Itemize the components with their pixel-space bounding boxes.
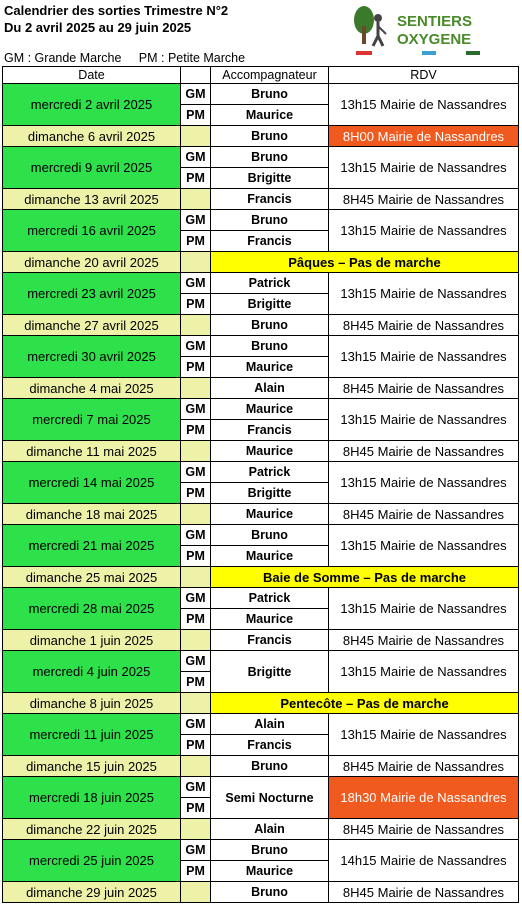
date-cell: dimanche 8 juin 2025 <box>3 693 181 714</box>
table-row <box>3 714 519 735</box>
gm-guide: Bruno <box>211 525 329 546</box>
type-cell <box>181 252 211 273</box>
rdv-cell: 8H45 Mairie de Nassandres <box>329 882 519 903</box>
date-cell: dimanche 29 juin 2025 <box>3 882 181 903</box>
gm-label: GM <box>181 651 211 672</box>
date-cell: dimanche 27 avril 2025 <box>3 315 181 336</box>
gm-guide: Bruno <box>211 147 329 168</box>
pm-label: PM <box>181 420 211 441</box>
pm-guide: Francis <box>211 231 329 252</box>
document-title: Calendrier des sorties Trimestre N°2 <box>4 3 229 18</box>
guide-cell: Bruno <box>211 882 329 903</box>
rdv-cell: 8H45 Mairie de Nassandres <box>329 756 519 777</box>
table-row <box>3 840 519 861</box>
rdv-cell: 13h15 Mairie de Nassandres <box>329 399 519 441</box>
type-cell <box>181 378 211 399</box>
gm-guide: Patrick <box>211 273 329 294</box>
guide-cell: Semi Nocturne <box>211 777 329 819</box>
logo-text-1: SENTIERS <box>397 13 473 30</box>
pm-guide: Brigitte <box>211 168 329 189</box>
date-cell: dimanche 1 juin 2025 <box>3 630 181 651</box>
date-cell: mercredi 9 avril 2025 <box>3 147 181 189</box>
guide-cell: Bruno <box>211 126 329 147</box>
pm-label: PM <box>181 735 211 756</box>
gm-guide: Bruno <box>211 840 329 861</box>
closure-note: Pâques – Pas de marche <box>211 252 519 273</box>
date-cell: mercredi 11 juin 2025 <box>3 714 181 756</box>
rdv-cell: 13h15 Mairie de Nassandres <box>329 714 519 756</box>
rdv-cell: 13h15 Mairie de Nassandres <box>329 462 519 504</box>
table-row <box>3 252 519 273</box>
date-cell: mercredi 18 juin 2025 <box>3 777 181 819</box>
date-cell: mercredi 16 avril 2025 <box>3 210 181 252</box>
pm-guide: Maurice <box>211 105 329 126</box>
rdv-cell: 13h15 Mairie de Nassandres <box>329 336 519 378</box>
gm-guide: Alain <box>211 714 329 735</box>
type-cell <box>181 630 211 651</box>
date-cell: mercredi 14 mai 2025 <box>3 462 181 504</box>
rdv-cell: 13h15 Mairie de Nassandres <box>329 588 519 630</box>
gm-label: GM <box>181 840 211 861</box>
rdv-cell: 8H00 Mairie de Nassandres <box>329 126 519 147</box>
pm-label: PM <box>181 861 211 882</box>
gm-guide: Bruno <box>211 210 329 231</box>
table-row <box>3 273 519 294</box>
rdv-cell: 13h15 Mairie de Nassandres <box>329 273 519 315</box>
rdv-cell: 8H45 Mairie de Nassandres <box>329 504 519 525</box>
table-row <box>3 462 519 483</box>
gm-label: GM <box>181 588 211 609</box>
table-row <box>3 756 519 777</box>
rdv-cell: 14h15 Mairie de Nassandres <box>329 840 519 882</box>
guide-cell: Maurice <box>211 504 329 525</box>
closure-note: Baie de Somme – Pas de marche <box>211 567 519 588</box>
rdv-cell: 8H45 Mairie de Nassandres <box>329 189 519 210</box>
gm-label: GM <box>181 714 211 735</box>
table-row <box>3 126 519 147</box>
table-row <box>3 693 519 714</box>
rdv-cell: 8H45 Mairie de Nassandres <box>329 378 519 399</box>
guide-cell: Francis <box>211 189 329 210</box>
closure-note: Pentecôte – Pas de marche <box>211 693 519 714</box>
pm-label: PM <box>181 483 211 504</box>
gm-label: GM <box>181 273 211 294</box>
table-row <box>3 441 519 462</box>
type-cell <box>181 882 211 903</box>
table-row <box>3 84 519 105</box>
type-cell <box>181 567 211 588</box>
pm-guide: Maurice <box>211 546 329 567</box>
guide-cell: Bruno <box>211 756 329 777</box>
pm-guide: Maurice <box>211 357 329 378</box>
table-row <box>3 882 519 903</box>
pm-guide: Brigitte <box>211 294 329 315</box>
table-row <box>3 315 519 336</box>
schedule-body <box>3 84 519 903</box>
table-row <box>3 588 519 609</box>
date-cell: mercredi 23 avril 2025 <box>3 273 181 315</box>
guide-cell: Bruno <box>211 315 329 336</box>
rdv-cell: 13h15 Mairie de Nassandres <box>329 84 519 126</box>
pm-guide: Brigitte <box>211 483 329 504</box>
gm-label: GM <box>181 525 211 546</box>
legend-pm: PM : Petite Marche <box>138 51 246 65</box>
rdv-cell: 18h30 Mairie de Nassandres <box>329 777 519 819</box>
logo-text-2: OXYGENE <box>397 31 472 48</box>
rdv-cell: 13h15 Mairie de Nassandres <box>329 651 519 693</box>
gm-label: GM <box>181 147 211 168</box>
col-header-type <box>181 67 211 84</box>
date-range: Du 2 avril 2025 au 29 juin 2025 <box>4 20 192 35</box>
table-row <box>3 567 519 588</box>
date-cell: mercredi 21 mai 2025 <box>3 525 181 567</box>
guide-cell: Maurice <box>211 441 329 462</box>
gm-guide: Patrick <box>211 588 329 609</box>
pm-label: PM <box>181 168 211 189</box>
pm-guide: Maurice <box>211 609 329 630</box>
table-row <box>3 777 519 798</box>
table-row <box>3 336 519 357</box>
type-cell <box>181 756 211 777</box>
gm-label: GM <box>181 462 211 483</box>
date-cell: dimanche 20 avril 2025 <box>3 252 181 273</box>
rdv-cell: 8H45 Mairie de Nassandres <box>329 315 519 336</box>
table-row <box>3 189 519 210</box>
rdv-cell: 8H45 Mairie de Nassandres <box>329 441 519 462</box>
pm-label: PM <box>181 609 211 630</box>
gm-guide: Bruno <box>211 336 329 357</box>
date-cell: dimanche 4 mai 2025 <box>3 378 181 399</box>
type-cell <box>181 819 211 840</box>
guide-cell: Alain <box>211 378 329 399</box>
type-cell <box>181 189 211 210</box>
date-cell: dimanche 18 mai 2025 <box>3 504 181 525</box>
rdv-cell: 13h15 Mairie de Nassandres <box>329 147 519 189</box>
type-cell <box>181 504 211 525</box>
pm-guide: Francis <box>211 735 329 756</box>
table-row <box>3 378 519 399</box>
date-cell: dimanche 25 mai 2025 <box>3 567 181 588</box>
pm-label: PM <box>181 294 211 315</box>
pm-label: PM <box>181 798 211 819</box>
col-header-accomp: Accompagnateur <box>211 67 329 84</box>
pm-label: PM <box>181 105 211 126</box>
legend <box>4 51 245 65</box>
table-row <box>3 651 519 672</box>
gm-guide: Maurice <box>211 399 329 420</box>
rdv-cell: 8H45 Mairie de Nassandres <box>329 630 519 651</box>
date-cell: mercredi 2 avril 2025 <box>3 84 181 126</box>
date-cell: mercredi 7 mai 2025 <box>3 399 181 441</box>
date-cell: mercredi 30 avril 2025 <box>3 336 181 378</box>
table-row <box>3 630 519 651</box>
table-row <box>3 399 519 420</box>
gm-guide: Patrick <box>211 462 329 483</box>
table-row <box>3 525 519 546</box>
gm-label: GM <box>181 84 211 105</box>
date-cell: mercredi 4 juin 2025 <box>3 651 181 693</box>
type-cell <box>181 315 211 336</box>
pm-guide: Maurice <box>211 861 329 882</box>
date-cell: dimanche 13 avril 2025 <box>3 189 181 210</box>
date-cell: mercredi 28 mai 2025 <box>3 588 181 630</box>
table-row <box>3 147 519 168</box>
col-header-date: Date <box>3 67 181 84</box>
col-header-rdv: RDV <box>329 67 519 84</box>
legend-gm: GM : Grande Marche <box>4 51 122 65</box>
guide-cell: Francis <box>211 630 329 651</box>
date-cell: dimanche 15 juin 2025 <box>3 756 181 777</box>
table-row <box>3 210 519 231</box>
gm-guide: Bruno <box>211 84 329 105</box>
type-cell <box>181 126 211 147</box>
schedule-table <box>2 66 519 903</box>
date-cell: dimanche 22 juin 2025 <box>3 819 181 840</box>
date-cell: dimanche 6 avril 2025 <box>3 126 181 147</box>
gm-label: GM <box>181 210 211 231</box>
rdv-cell: 8H45 Mairie de Nassandres <box>329 819 519 840</box>
rdv-cell: 13h15 Mairie de Nassandres <box>329 525 519 567</box>
type-cell <box>181 441 211 462</box>
guide-cell: Brigitte <box>211 651 329 693</box>
sentiers-oxygene-logo <box>352 4 492 58</box>
date-cell: dimanche 11 mai 2025 <box>3 441 181 462</box>
gm-label: GM <box>181 777 211 798</box>
pm-label: PM <box>181 357 211 378</box>
pm-label: PM <box>181 672 211 693</box>
date-cell: mercredi 25 juin 2025 <box>3 840 181 882</box>
table-row <box>3 819 519 840</box>
pm-guide: Francis <box>211 420 329 441</box>
rdv-cell: 13h15 Mairie de Nassandres <box>329 210 519 252</box>
guide-cell: Alain <box>211 819 329 840</box>
table-row <box>3 504 519 525</box>
gm-label: GM <box>181 399 211 420</box>
pm-label: PM <box>181 546 211 567</box>
pm-label: PM <box>181 231 211 252</box>
gm-label: GM <box>181 336 211 357</box>
type-cell <box>181 693 211 714</box>
